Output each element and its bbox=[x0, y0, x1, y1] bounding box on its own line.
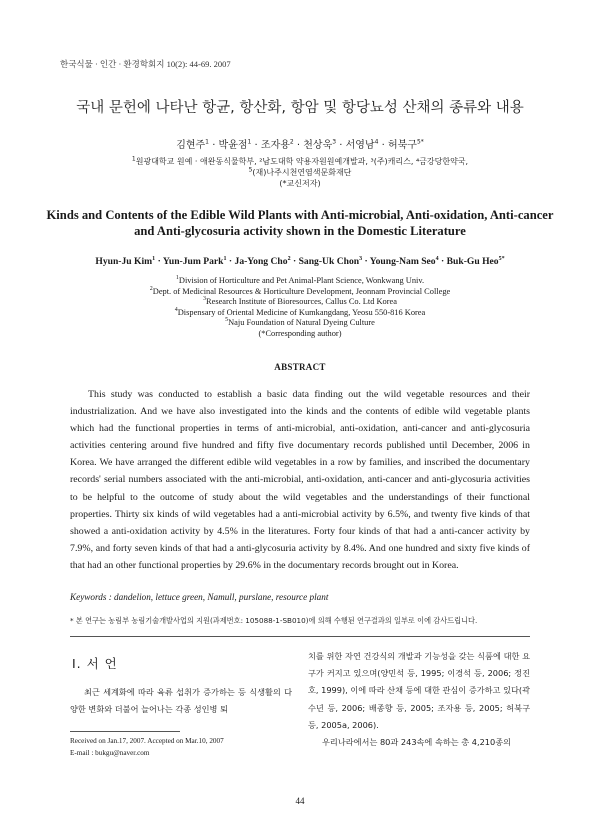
korean-affiliation-line: 원광대학교 원예 · 애완동식물학부, ²남도대학 약용자원원예개발과, ³(주)캐리스, ⁴금강당한약국, bbox=[135, 157, 469, 166]
author-name: 허북구 bbox=[387, 140, 417, 151]
author-sup: 3 bbox=[332, 138, 337, 146]
korean-authors: 김현주$^1$ · 박윤점$^1$ · 조자용$^2$ · 천상욱$^3$ · 서영남$^4$ · 허북구$^{5*}$ bbox=[176, 138, 424, 151]
affiliation-line: Dept. of Medicinal Resources & Horticulture Development, Jeonnam Provincial College bbox=[152, 286, 451, 296]
author-name: 천상욱 bbox=[303, 140, 333, 151]
author-name: Buk-Gu Heo bbox=[446, 256, 499, 267]
author-sup: 3 bbox=[359, 255, 363, 262]
author-sup: 2 bbox=[289, 138, 294, 146]
author-name: Young-Nam Seo bbox=[369, 256, 436, 267]
author-name: Yun-Jum Park bbox=[162, 256, 224, 267]
received-note: Received on Jan.17, 2007. Accepted on Mar.10, 2007 bbox=[70, 737, 224, 745]
korean-affiliation-line: (재)나주시천연염색문화재단 bbox=[252, 168, 352, 177]
intro-left-column bbox=[70, 684, 292, 718]
korean-affiliations bbox=[0, 156, 600, 189]
author-sup: 4 bbox=[435, 255, 439, 262]
author-name: Ja-Yong Cho bbox=[234, 256, 288, 267]
author-sup: 5* bbox=[416, 138, 424, 146]
corresponding-note: (*Corresponding author) bbox=[258, 328, 342, 338]
affiliation-line: Research Institute of Bioresources, Callus Co. Ltd Korea bbox=[206, 297, 397, 307]
author-sup: 1 bbox=[205, 138, 209, 146]
intro-text: 최근 세계화에 따라 육류 섭취가 증가하는 등 식생활의 다양한 변화와 더불어 늘어나는 각종 성인병 퇴 bbox=[70, 687, 292, 714]
abstract-heading: ABSTRACT bbox=[274, 362, 326, 372]
author-name: 조자용 bbox=[260, 140, 290, 151]
korean-corresponding-note: (*교신저자) bbox=[279, 179, 321, 188]
intro-text: 우리나라에서는 80과 243속에 속하는 총 4,210종의 bbox=[322, 737, 512, 748]
aff-sup: 5 bbox=[248, 166, 253, 174]
author-sup: 1 bbox=[247, 138, 252, 146]
english-authors: Hyun-Ju Kim$^1$ · Yun-Jum Park$^1$ · Ja-Yong Cho$^2$ · Sang-Uk Chon$^3$ · Young-Nam Seo$^4$ · Buk-Gu Heo$^{5*}$ bbox=[95, 255, 505, 267]
english-title: Kinds and Contents of the Edible Wild Plants with Anti-microbial, Anti-oxidation, Anti-cancer and Anti-glycosuria activity shown in the Domestic Literature bbox=[46, 208, 554, 238]
affiliation-line: Dispensary of Oriental Medicine of Kumkangdang, Yeosu 550-816 Korea bbox=[177, 307, 426, 317]
affiliation-line: Division of Horticulture and Pet Animal-Plant Science, Wonkwang Univ. bbox=[178, 276, 425, 285]
author-name: 서영남 bbox=[345, 140, 375, 151]
author-name: Hyun-Ju Kim bbox=[95, 256, 153, 267]
author-sup: 4 bbox=[374, 138, 379, 146]
english-affiliations: $^1$Division of Horticulture and Pet Animal-Plant Science, Wonkwang Univ. $^2$Dept. of Medicinal Resources & Horticulture Development, Jeonnam Provincial College $^3$Research Institute of Bioresources, Callus Co. Ltd Korea $^4$Dispensary of Oriental Medicine of Kumkangdang, Yeosu 550-816 Korea $^5$Naju Foundation of Natural Dyeing Culture (*Corresponding author) bbox=[0, 276, 600, 340]
email-note: E-mail : bukgu@naver.com bbox=[70, 748, 150, 757]
intro-right-column bbox=[308, 648, 530, 751]
page-number: 44 bbox=[295, 796, 305, 806]
author-name: 김현주 bbox=[176, 140, 206, 151]
divider bbox=[70, 636, 530, 637]
author-sup: 5* bbox=[498, 255, 505, 262]
footnotes bbox=[70, 736, 224, 759]
author-name: Sang-Uk Chon bbox=[298, 256, 360, 267]
section-heading: I. 서 언 bbox=[72, 656, 118, 671]
korean-title: 국내 문헌에 나타난 항균, 항산화, 항암 및 항당뇨성 산채의 종류와 내용 bbox=[76, 100, 524, 116]
keywords: Keywords : dandelion, lettuce green, Namull, purslane, resource plant bbox=[70, 592, 329, 602]
author-sup: 1 bbox=[223, 255, 227, 262]
abstract-text: This study was conducted to establish a basic data finding out the wild vegetable resources and their industrialization. And we have also investigated into the kinds and the contents of edible wild vegetable plants which had the functional properties in terms of anti-microbial, anti-oxidation, anti-cancer and anti-glycosuria activities centering around five hundred and fifty five documentary records published until December, 2006 in Korea. We have arranged the different edible wild vegetables in a row by families, and inscribed the documentary records' serial numbers associated with the anti-microbial, anti-oxidation, anti-cancer and anti-glycosuria activities to be helpful to the outcome of study about the wild vegetables and the understandings of their functional properties. Thirty six kinds of wild vegetables had a anti-microbial activity by 6.5%, and twenty five kinds of that showed a anti-oxidation activity by 4.5% in the literatures. Forty four kinds of that had a anti-cancer activity by 7.9%, and forty seven kinds of that had a anti-glycosuria activity by 8.4%. And one hundred and sixty five kinds of that had an other functional properties by 29.6% in the documentary records brought out in Korea. bbox=[70, 389, 530, 571]
journal-citation: 한국식물 · 인간 · 환경학회지 10(2): 44-69. 2007 bbox=[60, 59, 231, 69]
funding-note: * 본 연구는 농림부 농림기술개발사업의 지원(과제번호: 105088-1-SB010)에 의해 수행된 연구결과의 일부로 이에 감사드립니다. bbox=[70, 616, 478, 625]
author-name: 박윤점 bbox=[218, 140, 248, 151]
aff-sup: 1 bbox=[131, 155, 136, 163]
affiliation-line: Naju Foundation of Natural Dyeing Culture bbox=[228, 318, 375, 328]
author-sup: 1 bbox=[152, 255, 156, 262]
footnote-divider bbox=[70, 731, 180, 732]
intro-text: 치를 위한 자연 건강식의 개발과 기능성을 갖는 식품에 대한 요구가 커지고 있으며(양민석 등, 1995; 이경석 등, 2006; 정진호, 1999), 이에 따라 산채 등에 대한 관심이 증가하고 있다(곽수년 등, 2006; 배종향 등, 2005; 조자용 등, 2005; 허북구 등, 2005a, 2006). bbox=[308, 651, 530, 730]
abstract-body bbox=[70, 386, 530, 574]
author-sup: 2 bbox=[287, 255, 291, 262]
